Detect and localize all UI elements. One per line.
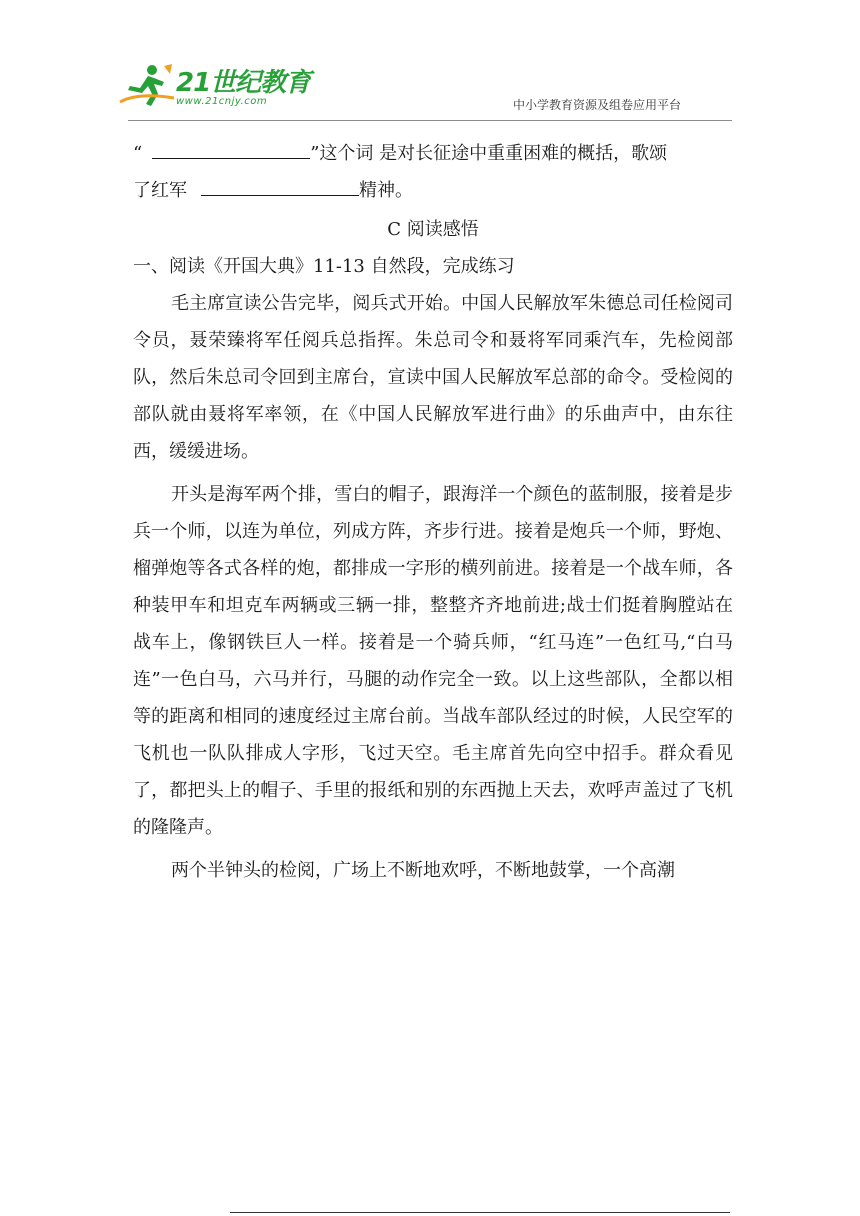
runner-logo-icon xyxy=(118,62,176,110)
logo-url: www.21cnjy.com xyxy=(176,96,268,107)
fill-line-1-text: ”这个词 是对长征途中重重困难的概括，歌颂 xyxy=(310,143,668,164)
logo xyxy=(118,62,311,110)
logo-text: 21世纪教育 xyxy=(176,68,311,98)
reading-paragraph-2: 开头是海军两个排，雪白的帽子，跟海洋一个颜色的蓝制服，接着是步兵一个师，以连为单位，列成方阵，齐步行进。接着是炮兵一个师，野炮、榴弹炮等各式各样的炮，都排成一字形的横列前进。接着是一个战车师，各种装甲车和坦克车两辆或三辆一排，整整齐齐地前进;战士们挺着胸膛站在战车上，像钢铁巨人一样。接着是一个骑兵师，“红马连”一色红马,“白马连”一色白马，六马并行，马腿的动作完全一致。以上这些部队，全都以相等的距离和相同的速度经过主席台前。当战车部队经过的时候，人民空军的飞机也一队队排成人字形，飞过天空。毛主席首先向空中招手。群众看见了，都把头上的帽子、手里的报纸和别的东西抛上天去，欢呼声盖过了飞机的隆隆声。 xyxy=(133,484,733,838)
footer-divider xyxy=(230,1212,730,1213)
platform-tagline: 中小学教育资源及组卷应用平台 xyxy=(513,98,682,112)
answer-blank-1 xyxy=(152,140,310,159)
header-divider xyxy=(128,120,732,121)
answer-blank-2 xyxy=(201,177,359,196)
fill-blank-line-2 xyxy=(133,172,733,209)
section-heading: C 阅读感悟 xyxy=(387,219,479,240)
document-body xyxy=(133,135,733,889)
quote-open: “ xyxy=(133,143,143,164)
fill-blank-line-1 xyxy=(133,135,733,172)
reading-paragraph-1: 毛主席宣读公告完毕，阅兵式开始。中国人民解放军朱德总司任检阅司令员，聂荣臻将军任阅兵总指挥。朱总司令和聂将军同乘汽车，先检阅部队，然后朱总司令回到主席台，宣读中国人民解放军总部的命令。受检阅的部队就由聂将军率领，在《中国人民解放军进行曲》的乐曲声中，由东往西，缓缓进场。 xyxy=(133,293,733,462)
fill-line-2-prefix: 了红军 xyxy=(133,180,187,201)
reading-paragraph-3: 两个半钟头的检阅，广场上不断地欢呼，不断地鼓掌，一个高潮 xyxy=(171,860,675,881)
question-title: 一、阅读《开国大典》11-13 自然段，完成练习 xyxy=(133,256,515,277)
fill-line-2-text: 精神。 xyxy=(359,180,413,201)
page-header xyxy=(0,0,860,125)
